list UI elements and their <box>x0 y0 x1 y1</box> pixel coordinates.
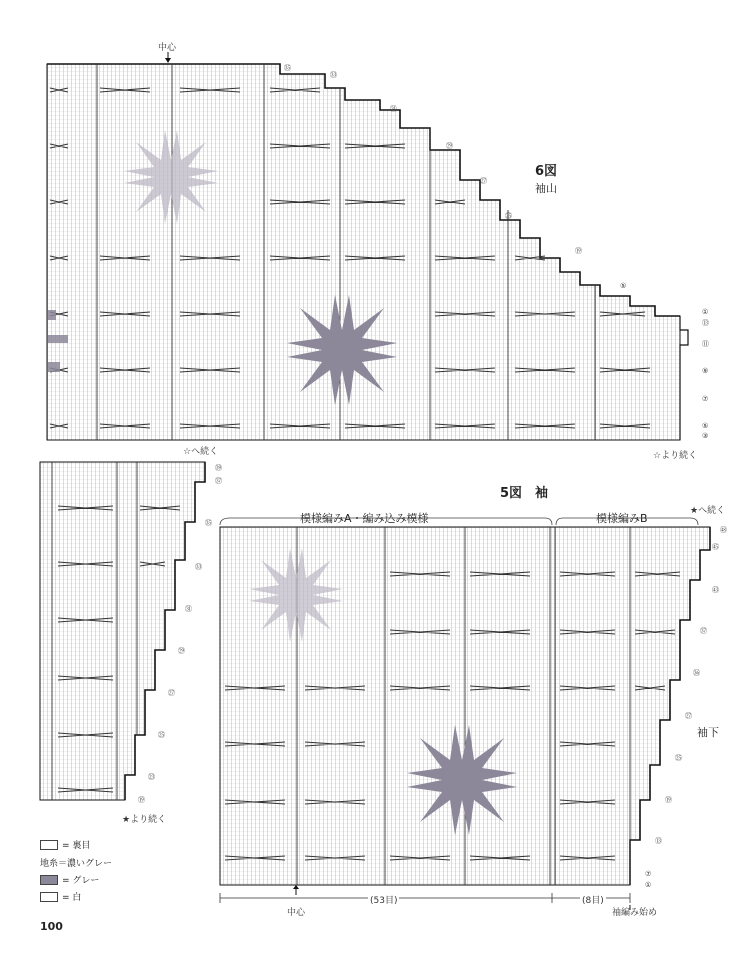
row-label: ㉟ <box>284 64 291 72</box>
fig5-center-label: 中心 <box>287 908 306 918</box>
row-label: ㉗ <box>480 177 487 185</box>
fig6-title: 6図 <box>535 164 558 179</box>
row-label: ㉙ <box>446 142 453 150</box>
row-label: ⑤ <box>702 422 709 430</box>
fig5-continue-to: ★へ続く <box>690 506 726 516</box>
gray-symbol <box>40 875 58 885</box>
row-label: ㉝ <box>330 71 337 79</box>
row-label: ⑦ <box>702 395 709 403</box>
row-label: ㉕ <box>675 754 682 762</box>
white-symbol <box>40 892 58 902</box>
row-label: ㊲ <box>215 477 222 485</box>
row-label: ㉛ <box>185 605 192 613</box>
row-label: ㊽ <box>720 526 727 534</box>
row-label: ⑬ <box>702 319 709 327</box>
row-label: ⑬ <box>655 837 662 845</box>
row-label: ⑪ <box>702 340 709 348</box>
row-label: ① <box>702 308 709 316</box>
row-label: ⑨ <box>702 367 709 375</box>
fig6-continue-to: ☆へ続く <box>183 447 219 457</box>
row-label: ㉓ <box>148 773 155 781</box>
row-label: ⑲ <box>575 247 582 255</box>
row-label: ㊲ <box>700 627 707 635</box>
row-label: ③ <box>702 432 709 440</box>
row-label: ⑦ <box>645 870 652 878</box>
start-label: 袖編み始め <box>612 908 658 918</box>
row-label: ⑤ <box>620 282 627 290</box>
pattern-b-label: 模様編みB <box>596 512 648 525</box>
fig6-subtitle: 袖山 <box>535 182 557 195</box>
row-label: ㉕ <box>158 731 165 739</box>
stitch-count-a: (53目) <box>368 893 399 906</box>
row-label: ㉝ <box>195 563 202 571</box>
row-label: ㊱ <box>693 669 700 677</box>
row-label: ㉛ <box>390 105 397 113</box>
row-label: ㉙ <box>178 647 185 655</box>
row-label: ㊺ <box>712 543 719 551</box>
stitch-count-b: (8目) <box>580 893 606 906</box>
legend-purl: = 裏目 <box>40 838 90 851</box>
row-label: ㉗ <box>168 689 175 697</box>
fig6-continue-from: ☆より続く <box>653 451 698 461</box>
legend-gray: = グレー <box>40 873 99 886</box>
row-label: ⑲ <box>138 796 145 804</box>
row-label: ㉟ <box>205 519 212 527</box>
row-label: ㊸ <box>712 586 719 594</box>
left-continue-from: ★より続く <box>122 815 167 825</box>
fig6-center-label: 中心 <box>158 43 177 53</box>
legend-white: = 白 <box>40 890 81 903</box>
page-number: 100 <box>40 920 63 933</box>
row-label: ㉗ <box>685 712 692 720</box>
pattern-a-label: 模様編みA・編み込み模様 <box>300 512 429 525</box>
row-label: ⑲ <box>665 796 672 804</box>
row-label: ㊴ <box>215 464 222 472</box>
fig5-side-label: 袖下 <box>697 726 719 739</box>
row-label: ㉕ <box>505 212 512 220</box>
fig5-title: 5図 袖 <box>500 486 549 501</box>
purl-symbol <box>40 840 58 850</box>
row-label: ① <box>645 881 652 889</box>
legend-base: 地糸＝濃いグレー <box>40 859 113 869</box>
